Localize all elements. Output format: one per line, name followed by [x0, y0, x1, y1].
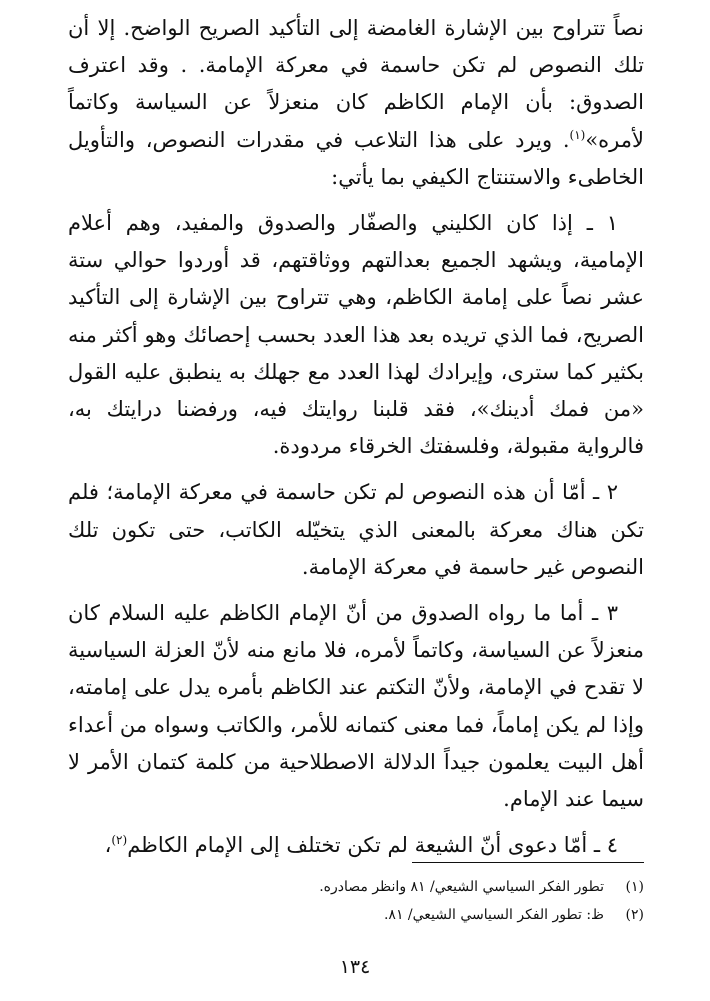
paragraph-point-2: ٢ ـ أمّا أن هذه النصوص لم تكن حاسمة في معركة الإمامة؛ فلم تكن هناك معركة بالمعنى الذي يتخيّله الكاتب، حتى تكون تلك النصوص غير حاسمة في معركة الإمامة.	[68, 480, 644, 579]
footnote-1-number: (١)	[625, 879, 644, 895]
paragraph-intro-continuation: . ويرد على هذا التلاعب في مقدرات النصوص، والتأويل الخاطىء والاستنتاج الكيفي بما يأتي:	[68, 127, 644, 189]
paragraph-point-1: ١ ـ إذا كان الكليني والصفّار والصدوق والمفيد، وهم أعلام الإمامية، ويشهد الجميع بعدالتهم ووثاقتهم، قد أوردوا حوالي ستة عشر نصاً على إمامة الكاظم، وهي تتراوح بين الإشارة إلى التأكيد الصريح، فما الذي تريده بعد هذا العدد بحسب إحصائك وهو أكثر منه بكثير كما سترى، وإيرادك لهذا العدد مع جهلك به ينطبق عليه القول «من فمك أدينك»، فقد قلبنا روايتك فيه، ورفضنا درايتك به، فالرواية مقبولة، وفلسفتك الخرقاء مردودة.	[68, 211, 644, 459]
paragraph-point-4-text: ٤ ـ أمّا دعوى أنّ الشيعة لم تكن تختلف إلى الإمام الكاظم	[127, 833, 618, 858]
footnote-2-text: ظ: تطور الفكر السياسي الشيعي/ ٨١.	[383, 907, 604, 923]
footnote-ref-2[interactable]: (٢)	[111, 833, 128, 848]
footnote-2	[68, 901, 644, 929]
paragraph-intro-text: نصاً تتراوح بين الإشارة الغامضة إلى التأكيد الصريح الواضح. إلا أن تلك النصوص لم تكن حاسمة في معركة الإمامة. . وقد اعترف الصدوق: بأن الإمام الكاظم كان منعزلاً عن السياسة وكاتماً لأمره»	[68, 16, 644, 152]
paragraph-intro	[68, 10, 644, 196]
footnote-1-text: تطور الفكر السياسي الشيعي/ ٨١ وانظر مصادره.	[319, 879, 604, 895]
paragraph-point-3: ٣ ـ أما ما رواه الصدوق من أنّ الإمام الكاظم عليه السلام كان منعزلاً عن السياسة، وكاتماً لأمره، فلا مانع منه لأنّ العزلة السياسية لا تقدح في الإمامة، ولأنّ التكتم عند الكاظم بأمره يدل على إمامته، وإذا لم يكن إماماً، فما معنى كتمانه للأمر، والكاتب وسواه من أعداء أهل البيت يعلمون جيداً الدلالة الاصطلاحية من كلمة كتمان الأمر لا سيما عند الإمام.	[68, 601, 645, 812]
paragraph-point-4-continuation: ،	[104, 833, 112, 858]
footnotes	[68, 873, 644, 929]
page-body	[68, 10, 644, 864]
footnote-ref-1[interactable]: (١)	[569, 127, 586, 142]
footnote-1	[68, 873, 644, 901]
footnote-divider	[412, 862, 644, 863]
page-number: ١٣٤	[339, 956, 371, 978]
paragraph-point-4	[68, 827, 644, 864]
footnote-2-number: (٢)	[625, 907, 644, 923]
